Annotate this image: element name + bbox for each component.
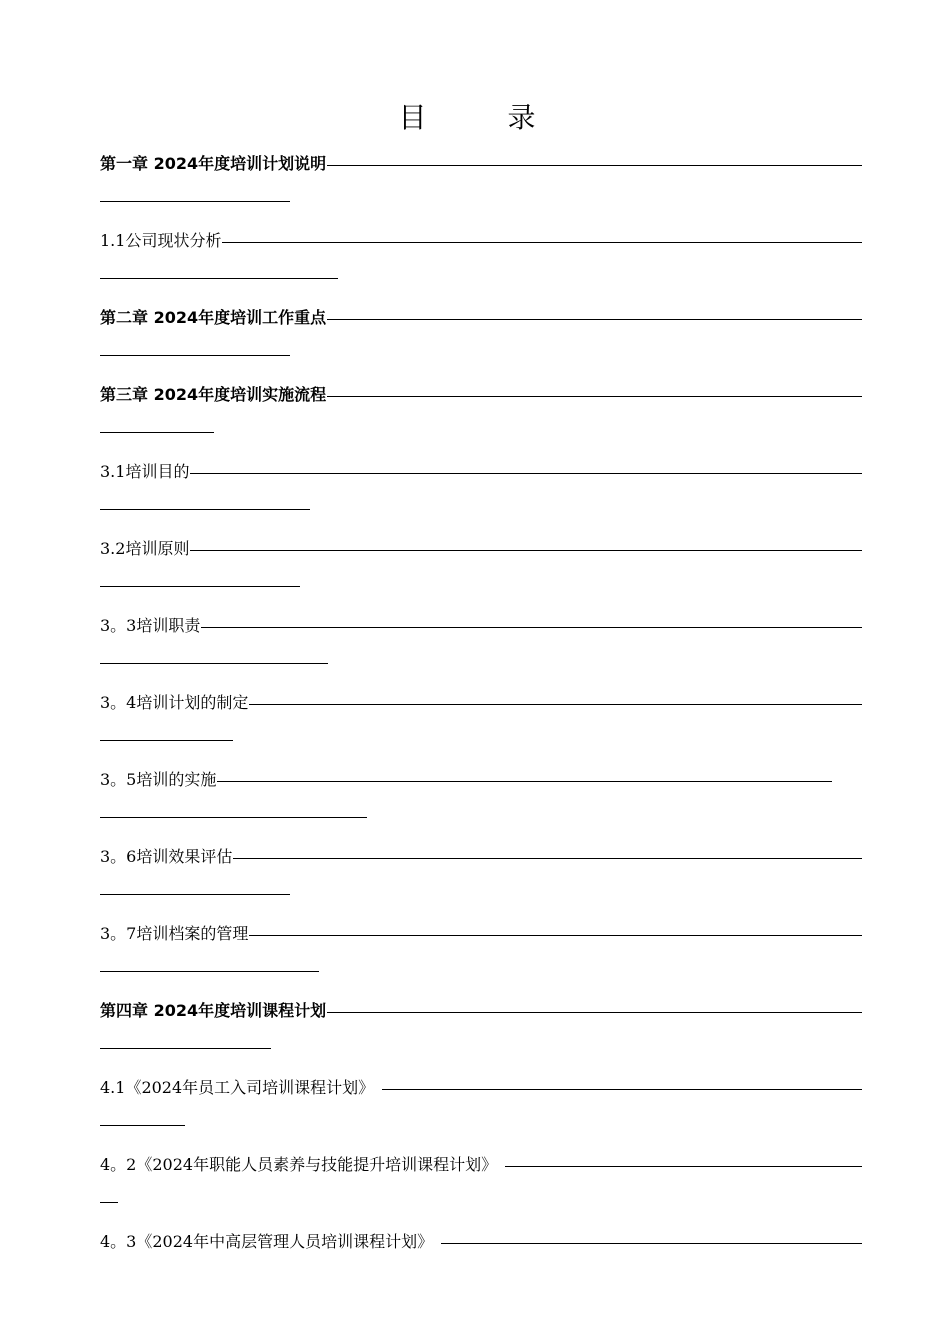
toc-entry-label: 3.1培训目的 <box>100 462 190 481</box>
toc-entry-label: 第四章 2024年度培训课程计划 <box>100 1001 327 1020</box>
toc-entry-label: 第二章 2024年度培训工作重点 <box>100 308 327 327</box>
toc-leader <box>190 550 862 551</box>
toc-entry[interactable] <box>100 685 862 762</box>
toc-leader-continuation <box>100 1202 118 1203</box>
toc-entry[interactable] <box>100 608 862 685</box>
toc-entry[interactable] <box>100 300 862 377</box>
toc-entry-label: 第一章 2024年度培训计划说明 <box>100 154 327 173</box>
toc-leader <box>327 396 862 397</box>
toc-entry[interactable] <box>100 377 862 454</box>
toc-leader <box>249 704 862 705</box>
toc-leader <box>222 242 862 243</box>
toc-leader <box>201 627 862 628</box>
toc-entry[interactable] <box>100 1147 862 1224</box>
toc-entry[interactable] <box>100 993 862 1070</box>
toc-leader <box>327 1012 862 1013</box>
toc-entry-label: 4。3《2024年中高层管理人员培训课程计划》 <box>100 1232 434 1251</box>
toc-entry-label: 第三章 2024年度培训实施流程 <box>100 385 327 404</box>
toc-leader-continuation <box>100 971 319 972</box>
toc-entry[interactable] <box>100 762 862 839</box>
toc-leader <box>249 935 862 936</box>
page-title: 目 录 <box>398 101 572 134</box>
toc-leader-continuation <box>100 740 233 741</box>
toc-leader-continuation <box>100 1125 185 1126</box>
toc-leader-continuation <box>100 509 310 510</box>
toc-entry[interactable] <box>100 839 862 916</box>
toc-leader-continuation <box>100 278 338 279</box>
toc-entry-label: 3。7培训档案的管理 <box>100 924 249 943</box>
toc-leader <box>190 473 862 474</box>
toc-leader-continuation <box>100 663 328 664</box>
toc-leader-continuation <box>100 894 290 895</box>
toc-entry[interactable] <box>100 454 862 531</box>
toc-leader-continuation <box>100 817 367 818</box>
toc-entry-label: 3。6培训效果评估 <box>100 847 233 866</box>
toc-leader <box>327 319 862 320</box>
toc-leader-continuation <box>100 586 300 587</box>
toc-entry-label: 3.2培训原则 <box>100 539 190 558</box>
toc-entry[interactable] <box>100 531 862 608</box>
toc-entry[interactable] <box>100 916 862 993</box>
toc-leader <box>217 781 832 782</box>
toc-leader-continuation <box>100 1048 271 1049</box>
toc-entry[interactable] <box>100 223 862 300</box>
toc-entry-label: 3。5培训的实施 <box>100 770 217 789</box>
toc-leader <box>382 1089 862 1090</box>
toc-entry-label: 3。4培训计划的制定 <box>100 693 249 712</box>
toc-leader <box>233 858 862 859</box>
toc-entry-label: 4.1《2024年员工入司培训课程计划》 <box>100 1078 375 1097</box>
toc-entry[interactable] <box>100 146 862 223</box>
table-of-contents <box>100 146 862 1301</box>
toc-entry[interactable] <box>100 1070 862 1147</box>
toc-entry-label: 1.1公司现状分析 <box>100 231 222 250</box>
toc-leader-continuation <box>100 432 214 433</box>
toc-leader <box>327 165 862 166</box>
toc-entry-label: 3。3培训职责 <box>100 616 201 635</box>
toc-leader <box>441 1243 862 1244</box>
toc-leader-continuation <box>100 355 290 356</box>
toc-entry[interactable] <box>100 1224 862 1301</box>
toc-leader-continuation <box>100 201 290 202</box>
toc-entry-label: 4。2《2024年职能人员素养与技能提升培训课程计划》 <box>100 1155 498 1174</box>
toc-leader <box>505 1166 862 1167</box>
